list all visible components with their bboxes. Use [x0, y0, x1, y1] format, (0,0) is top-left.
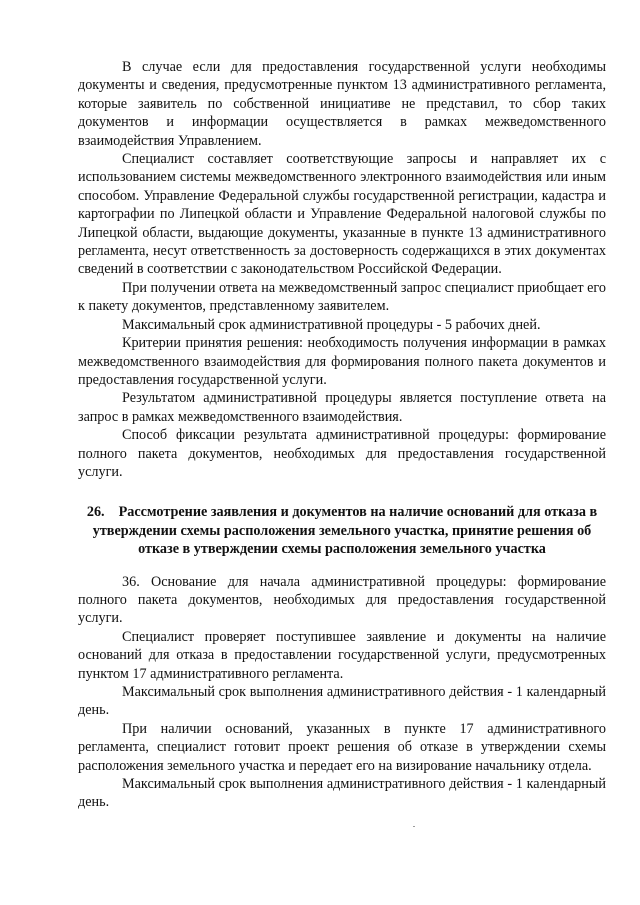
spacer: [78, 559, 606, 573]
scan-speck: [413, 826, 415, 827]
paragraph: Специалист составляет соответствующие запросы и направляет их с использованием системы межведомственного электронного взаимодействия или иным способом. Управление Федеральной службы государственной регистрации, кадастра и картографии по Липецкой области и Управление Федеральной налоговой службы по Липецкой области, выдающие документы, указанные в пункте 13 административного регламента, несут ответственность за достоверность содержащихся в этих документах сведений в соответствии с законодательством Российской Федерации.: [78, 151, 606, 278]
paragraph: 36. Основание для начала административной процедуры: формирование полного пакета документов, необходимых для предоставления государственной услуги.: [78, 573, 606, 627]
paragraph: Способ фиксации результата административной процедуры: формирование полного пакета документов, необходимых для предоставления государственной услуги.: [78, 427, 606, 480]
paragraph: Максимальный срок выполнения административного действия - 1 календарный день.: [78, 776, 606, 811]
paragraph: Специалист проверяет поступившее заявление и документы на наличие оснований для отказа в предоставлении государственной услуги, предусмотренных пунктом 17 административного регламента.: [78, 628, 606, 682]
paragraph: Критерии принятия решения: необходимость получения информации в рамках межведомственного взаимодействия для формирования полного пакета документов и предоставления государственной услуги.: [78, 335, 606, 388]
paragraph: При получении ответа на межведомственный запрос специалист приобщает его к пакету документов, представленному заявителем.: [78, 279, 606, 315]
paragraph: В случае если для предоставления государственной услуги необходимы документы и сведения, предусмотренные пунктом 13 административного регламента, которые заявитель по собственной инициативе не представил, то сбор таких документов и информации осуществляется в рамках межведомственного взаимодействия Управлением.: [78, 59, 606, 149]
paragraph: При наличии оснований, указанных в пункте 17 административного регламента, специалист готовит проект решения об отказе в утверждении схемы расположения земельного участка и передает его на визирование начальнику отдела.: [78, 720, 606, 774]
paragraph: Максимальный срок выполнения административного действия - 1 календарный день.: [78, 684, 606, 719]
paragraph: Максимальный срок административной процедуры - 5 рабочих дней.: [122, 316, 541, 333]
document-page: [78, 58, 606, 812]
section-title: Рассмотрение заявления и документов на наличие оснований для отказа в утверждении схемы расположения земельного участка, принятие решения об отказе в утверждении схемы расположения земельного участка: [92, 504, 598, 558]
section-heading: [78, 503, 606, 558]
section-number: 26.: [86, 504, 105, 521]
paragraph: Результатом административной процедуры является поступление ответа на запрос в рамках межведомственного взаимодействия.: [78, 390, 606, 425]
spacer: [78, 481, 606, 503]
